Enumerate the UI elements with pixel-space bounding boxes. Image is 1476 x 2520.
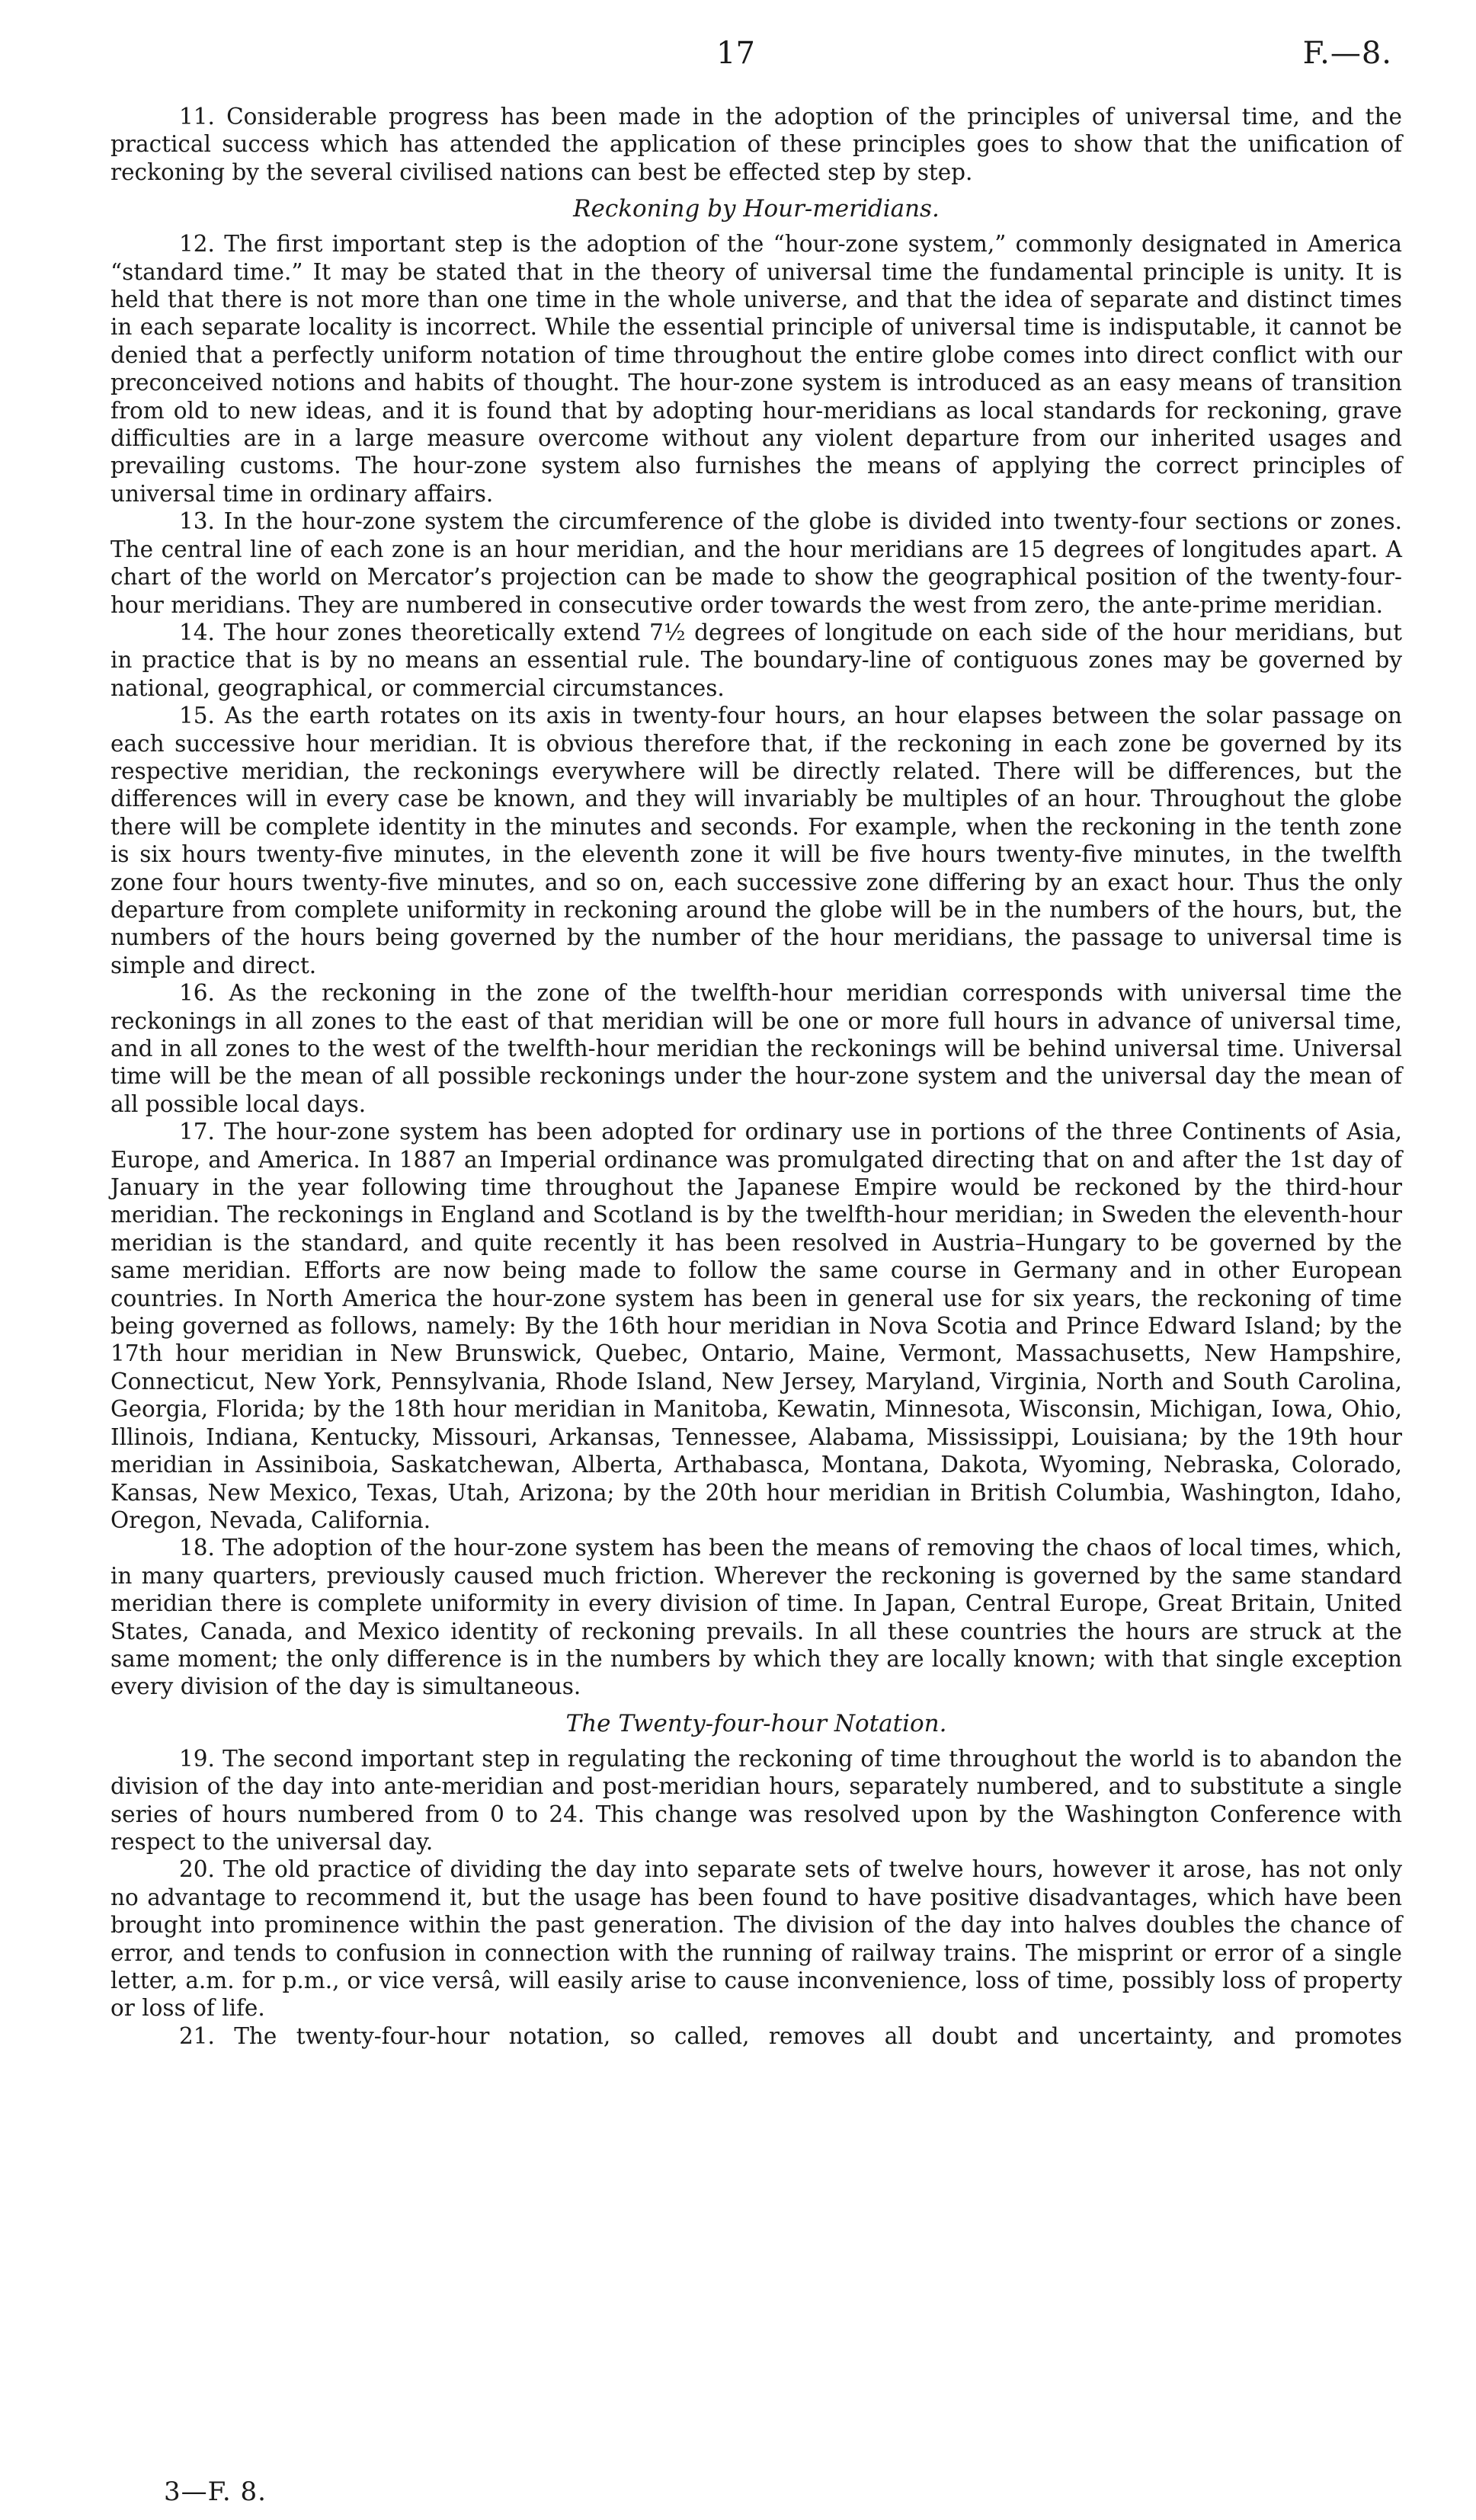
paragraph-20: 20. The old practice of dividing the day into separate sets of twelve hours, however it arose, has not only no advantage to recommend it, but the usage has been found to have positive disadvantages, which have been brought into prominence within the past generation. The division of the day into halves doubles the chance of error, and tends to confusion in connection with the running of railway trains. The misprint or error of a single letter, a.m. for p.m., or vice versâ, will easily arise to cause inconvenience, loss of time, possibly loss of property or loss of life. xyxy=(110,1856,1402,2022)
paragraph-14: 14. The hour zones theoretically extend 7½ degrees of longitude on each side of the hour meridians, but in practice that is by no means an essential rule. The boundary-line of contiguous zones may be governed by national, geographical, or commercial circumstances. xyxy=(110,619,1402,701)
section-heading-hour-meridians: Reckoning by Hour-meridians. xyxy=(573,195,940,223)
paragraph-18: 18. The adoption of the hour-zone system has been the means of removing the chaos of local times, which, in many quarters, previously caused much friction. Wherever the reckoning is governed by the same standard meridian there is complete uniformity in every division of time. In Japan, Central Europe, Great Britain, United States, Canada, and Mexico identity of reckoning prevails. In all these countries the hours are struck at the same moment; the only difference is in the numbers by which they are locally known; with that single exception every division of the day is simultaneous. xyxy=(110,1535,1402,1700)
paragraph-21: 21. The twenty-four-hour notation, so called, removes all doubt and uncertainty, and promotes xyxy=(179,2022,1402,2049)
page-header xyxy=(0,23,1476,84)
document-reference: F.—8. xyxy=(1302,36,1392,71)
paragraph-12: 12. The first important step is the adoption of the “hour-zone system,” commonly designated in America “standard time.” It may be stated that in the theory of universal time the fundamental principle is unity. It is held that there is not more than one time in the whole universe, and that the idea of separate and distinct times in each separate locality is incorrect. While the essential principle of universal time is indisputable, it cannot be denied that a perfectly uniform notation of time throughout the entire globe comes into direct conflict with our preconceived notions and habits of thought. The hour-zone system is introduced as an easy means of transition from old to new ideas, and it is found that by adopting hour-meridians as local standards for reckoning, grave difficulties are in a large measure overcome without any violent departure from our inherited usages and prevailing customs. The hour-zone system also furnishes the means of applying the correct principles of universal time in ordinary affairs. xyxy=(110,231,1402,507)
page-number: 17 xyxy=(716,36,755,71)
paragraph-17: 17. The hour-zone system has been adopted for ordinary use in portions of the three Continents of Asia, Europe, and America. In 1887 an Imperial ordinance was promulgated directing that on and after the 1st day of January in the year following time throughout the Japanese Empire would be reckoned by the third-hour meridian. The reckonings in England and Scotland is by the twelfth-hour meridian; in Sweden the eleventh-hour meridian is the standard, and quite recently it has been resolved in Austria–Hungary to be governed by the same meridian. Efforts are now being made to follow the same course in Germany and in other European countries. In North America the hour-zone system has been in general use for six years, the reckoning of time being governed as follows, namely: By the 16th hour meridian in Nova Scotia and Prince Edward Island; by the 17th hour meridian in New Brunswick, Quebec, Ontario, Maine, Vermont, Massachusetts, New Hampshire, Connecticut, New York, Pennsylvania, Rhode Island, New Jersey, Maryland, Virginia, North and South Carolina, Georgia, Florida; by the 18th hour meridian in Manitoba, Kewatin, Minnesota, Wisconsin, Michigan, Iowa, Ohio, Illinois, Indiana, Kentucky, Missouri, Arkansas, Tennessee, Alabama, Mississippi, Louisiana; by the 19th hour meridian in Assiniboia, Saskatchewan, Alberta, Arthabasca, Montana, Dakota, Wyoming, Nebraska, Colorado, Kansas, New Mexico, Texas, Utah, Arizona; by the 20th hour meridian in British Columbia, Washington, Idaho, Oregon, Nevada, California. xyxy=(110,1119,1402,1533)
paragraph-13: 13. In the hour-zone system the circumference of the globe is divided into twenty-four sections or zones. The central line of each zone is an hour meridian, and the hour meridians are 15 degrees of longitudes apart. A chart of the world on Mercator’s projection can be made to show the geographical position of the twenty-four-hour meridians. They are numbered in consecutive order towards the west from zero, the ante-prime meridian. xyxy=(110,508,1402,618)
signature-mark: 3—F. 8. xyxy=(164,2477,267,2507)
paragraph-19: 19. The second important step in regulating the reckoning of time throughout the world is to abandon the division of the day into ante-meridian and post-meridian hours, separately numbered, and to substitute a single series of hours numbered from 0 to 24. This change was resolved upon by the Washington Conference with respect to the universal day. xyxy=(110,1745,1402,1855)
section-heading-twenty-four-hour-notation: The Twenty-four-hour Notation. xyxy=(565,1709,947,1737)
document-body xyxy=(110,103,1402,2050)
paragraph-16: 16. As the reckoning in the zone of the twelfth-hour meridian corresponds with universal time the reckonings in all zones to the east of that meridian will be one or more full hours in advance of universal time, and in all zones to the west of the twelfth-hour meridian the reckonings will be behind universal time. Universal time will be the mean of all possible reckonings under the hour-zone system and the universal day the mean of all possible local days. xyxy=(110,980,1402,1117)
paragraph-11: 11. Considerable progress has been made in the adoption of the principles of universal time, and the practical success which has attended the application of these principles goes to show that the unification of reckoning by the several civilised nations can best be effected step by step. xyxy=(110,104,1402,185)
paragraph-15: 15. As the earth rotates on its axis in twenty-four hours, an hour elapses between the solar passage on each successive hour meridian. It is obvious therefore that, if the reckoning in each zone be governed by its respective meridian, the reckonings everywhere will be directly related. There will be differences, but the differences will in every case be known, and they will invariably be multiples of an hour. Throughout the globe there will be complete identity in the minutes and seconds. For example, when the reckoning in the tenth zone is six hours twenty-five minutes, in the eleventh zone it will be five hours twenty-five minutes, in the twelfth zone four hours twenty-five minutes, and so on, each successive zone differing by an exact hour. Thus the only departure from complete uniformity in reckoning around the globe will be in the numbers of the hours, but, the numbers of the hours being governed by the number of the hour meridians, the passage to universal time is simple and direct. xyxy=(110,703,1402,978)
